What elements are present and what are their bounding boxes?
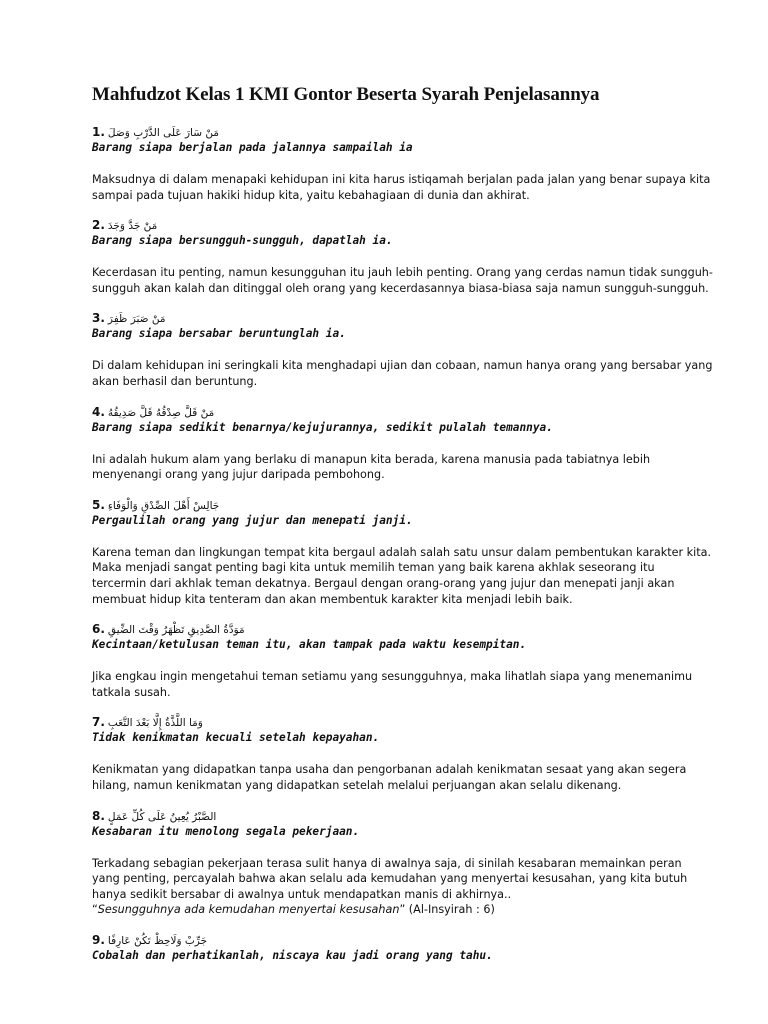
item-number: 7.	[92, 715, 105, 730]
item-explanation	[92, 265, 713, 296]
item-meaning: Pergaulilah orang yang jujur dan menepati janji.	[92, 513, 413, 527]
explanation-line: Maksudnya di dalam menapaki kehidupan ini kita harus istiqamah berjalan pada jalan yang benar supaya kita	[92, 173, 711, 186]
explanation-line: sungguh akan kalah dan ditinggal oleh orang yang kecerdasannya biasa-biasa saja namun sungguh-sungguh.	[92, 281, 709, 295]
item-heading	[92, 808, 688, 824]
mahfudzot-item	[92, 217, 713, 296]
explanation-line: akan berhasil dan beruntung.	[92, 374, 258, 388]
item-arabic-text: جَرِّبْ وَلَاحِظْ تَكُنْ عَارِفًا	[107, 934, 208, 947]
quote-close: ” (Al-Insyirah : 6)	[399, 903, 495, 917]
item-heading	[92, 310, 688, 326]
item-explanation	[92, 172, 711, 203]
explanation-line: hanya sedikit bersabar di awalnya untuk mendapatkan manis di akhirnya..	[92, 887, 512, 901]
item-meaning: Barang siapa sedikit benarnya/kejujurannya, sedikit pulalah temannya.	[92, 420, 553, 434]
item-arabic-text: مَنْ جَدَّ وَجَدَ	[107, 220, 158, 233]
item-meaning: Kesabaran itu menolong segala pekerjaan.	[92, 824, 360, 838]
explanation-line: membuat hidup kita tenteram dan akan membentuk karakter kita menjadi lebih baik.	[92, 592, 573, 606]
mahfudzot-item	[92, 714, 688, 793]
item-arabic-text: مَنْ قَلَّ صِدْقُهُ قَلَّ صَدِيقُهُ	[107, 406, 215, 419]
quran-quote	[92, 902, 688, 918]
mahfudzot-item	[92, 932, 688, 964]
explanation-line: yang penting, percayalah bahwa akan selalu ada kemudahan yang menyertai kesusahan, yang kita butuh	[92, 872, 688, 886]
item-explanation	[92, 452, 688, 483]
item-explanation	[92, 669, 693, 700]
item-arabic-text: مَوَدَّةُ الصَّدِيقِ تَظْهَرُ وَقْتَ الضِّيقِ	[107, 624, 245, 637]
item-meaning: Kecintaan/ketulusan teman itu, akan tampak pada waktu kesempitan.	[92, 638, 527, 652]
item-heading	[92, 621, 688, 637]
document-page	[92, 84, 713, 980]
item-arabic-text: مَنْ سَارَ عَلَى الدَّرْبِ وَصَلَ	[107, 127, 219, 139]
item-number: 9.	[92, 932, 105, 947]
item-heading	[92, 404, 688, 420]
item-heading	[92, 124, 688, 140]
item-heading	[92, 497, 688, 513]
mahfudzot-item	[92, 310, 713, 389]
item-arabic-text: الصَّبْرُ يُعِينُ عَلَى كُلِّ عَمَلٍ	[107, 810, 217, 823]
item-meaning: Cobalah dan perhatikanlah, niscaya kau jadi orang yang tahu.	[92, 948, 493, 962]
mahfudzot-list	[92, 124, 713, 964]
item-explanation	[92, 545, 712, 607]
mahfudzot-item	[92, 404, 688, 483]
mahfudzot-item	[92, 497, 712, 607]
explanation-line: menyenangi orang yang jujur daripada pembohong.	[92, 468, 385, 482]
item-number: 2.	[92, 218, 105, 233]
item-number: 4.	[92, 404, 105, 419]
item-number: 5.	[92, 497, 105, 512]
explanation-line: Terkadang sebagian pekerjaan terasa sulit hanya di awalnya saja, di sinilah kesabaran memainkan peran	[92, 856, 682, 870]
explanation-line: Kenikmatan yang didapatkan tanpa usaha dan pengorbanan adalah kenikmatan sesaat yang akan segera	[92, 763, 687, 777]
item-arabic-text: جَالِسْ أَهْلَ الصِّدْقِ وَالْوَفَاءِ	[107, 499, 220, 512]
item-explanation	[92, 856, 688, 918]
explanation-line: Jika engkau ingin mengetahui teman setiamu yang sesungguhnya, maka lihatlah siapa yang menemanimu	[92, 670, 693, 684]
quote-text: Sesungguhnya ada kemudahan menyertai kesusahan	[97, 903, 400, 917]
item-number: 3.	[92, 311, 105, 326]
item-heading	[92, 714, 688, 730]
explanation-line: Kecerdasan itu penting, namun kesungguhan itu jauh lebih penting. Orang yang cerdas namun tidak sungguh-	[92, 266, 713, 280]
item-meaning: Barang siapa berjalan pada jalannya sampailah ia	[92, 141, 413, 154]
item-meaning: Barang siapa bersabar beruntunglah ia.	[92, 327, 346, 341]
item-explanation	[92, 358, 713, 389]
item-heading	[92, 932, 688, 948]
explanation-line: Ini adalah hukum alam yang berlaku di manapun kita berada, karena manusia pada tabiatnya lebih	[92, 452, 651, 466]
explanation-line: hilang, namun kenikmatan yang didapatkan setelah melalui perjuangan akan selalu dikenang.	[92, 778, 622, 792]
explanation-line: Maka menjadi sangat penting bagi kita untuk memilih teman yang baik karena akhlak seseorang itu	[92, 561, 655, 575]
item-meaning: Barang siapa bersungguh-sungguh, dapatlah ia.	[92, 234, 393, 248]
explanation-line: sampai pada tujuan hakiki hidup kita, yaitu kebahagiaan di dunia dan akhirat.	[92, 188, 530, 202]
explanation-line: tercermin dari akhlak teman dekatnya. Bergaul dengan orang-orang yang jujur dan menepati janji akan	[92, 576, 675, 590]
item-number: 8.	[92, 808, 105, 823]
item-arabic-text: مَنْ صَبَرَ ظَفِرَ	[107, 313, 166, 326]
explanation-line: Di dalam kehidupan ini seringkali kita menghadapi ujian dan cobaan, namun hanya orang yang bersabar yang	[92, 359, 713, 373]
mahfudzot-item	[92, 621, 693, 700]
mahfudzot-item	[92, 124, 711, 203]
quote-open: “	[92, 903, 98, 917]
item-explanation	[92, 762, 688, 793]
item-number: 1.	[92, 125, 105, 139]
document-title: Mahfudzot Kelas 1 KMI Gontor Beserta Syarah Penjelasannya	[92, 84, 600, 105]
item-meaning: Tidak kenikmatan kecuali setelah kepayahan.	[92, 731, 380, 745]
item-arabic-text: وَمَا اللَّذَّةُ إِلَّا بَعْدَ التَّعَبِ	[107, 717, 203, 730]
mahfudzot-item	[92, 808, 688, 918]
item-number: 6.	[92, 622, 105, 637]
item-heading	[92, 217, 688, 233]
explanation-line: Karena teman dan lingkungan tempat kita bergaul adalah salah satu unsur dalam pembentukan karakter kita.	[92, 545, 712, 559]
explanation-line: tatkala susah.	[92, 685, 171, 699]
